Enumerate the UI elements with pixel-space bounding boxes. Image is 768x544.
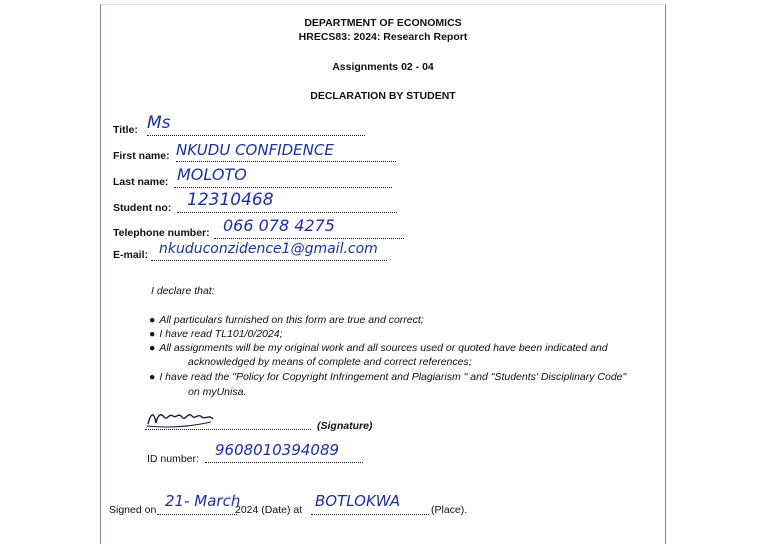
date-value: 21- March (165, 492, 241, 510)
first-name-line (176, 161, 396, 162)
date-year-label: 2024 (Date) at (235, 504, 303, 516)
declaration-bullet-2 (149, 328, 283, 340)
email-line (151, 260, 387, 261)
id-number-line (205, 462, 363, 463)
declaration-bullet-4 (149, 371, 626, 383)
bullet-icon: ● (149, 314, 156, 326)
last-name-line (174, 187, 392, 188)
last-name-label: Last name: (113, 176, 169, 188)
declaration-bullet-3-continued: acknowledged by means of complete and correct references; (188, 356, 472, 368)
bullet-icon: ● (149, 371, 156, 383)
title-label: Title: (113, 124, 138, 136)
course-heading: HRECS83: 2024: Research Report (298, 31, 468, 43)
first-name-label: First name: (113, 150, 170, 162)
declaration-bullet-3 (149, 342, 608, 354)
signed-on-label: Signed on (109, 504, 157, 516)
handwritten-signature (145, 408, 217, 430)
telephone-value: 066 078 4275 (223, 216, 335, 235)
title-value: Ms (147, 113, 171, 133)
bullet-text: I have read TL101/0/2024; (159, 328, 283, 340)
id-number-value: 9608010394089 (215, 441, 340, 459)
email-label: E-mail: (113, 249, 149, 261)
student-no-label: Student no: (113, 202, 172, 214)
email-value: nkuduconzidence1@gmail.com (159, 241, 378, 257)
bullet-icon: ● (149, 342, 156, 354)
last-name-value: MOLOTO (177, 165, 247, 184)
place-line (311, 514, 429, 515)
bullet-text: I have read the "Policy for Copyright Infringement and Plagiarism " and "Students' Disciplinary Code" (159, 371, 627, 383)
bullet-text: All particulars furnished on this form are true and correct; (159, 314, 424, 326)
date-line (157, 514, 237, 515)
telephone-label: Telephone number: (113, 227, 210, 239)
bullet-icon: ● (149, 328, 156, 340)
declaration-bullet-4-continued: on myUnisa. (188, 386, 247, 398)
declaration-form (100, 4, 666, 544)
telephone-line (214, 238, 404, 239)
student-no-value: 12310468 (187, 190, 274, 210)
first-name-value: NKUDU CONFIDENCE (176, 141, 334, 159)
assignments-heading: Assignments 02 - 04 (332, 61, 434, 73)
title-line (147, 135, 365, 136)
signature-label: (Signature) (317, 420, 373, 432)
declaration-intro: I declare that: (151, 285, 215, 297)
signature-line (145, 429, 311, 430)
department-heading: DEPARTMENT OF ECONOMICS (304, 17, 462, 29)
place-label: (Place). (431, 504, 468, 516)
declaration-title: DECLARATION BY STUDENT (310, 90, 456, 102)
student-no-line (177, 212, 397, 213)
id-number-label: ID number: (147, 453, 199, 465)
place-value: BOTLOKWA (315, 492, 401, 510)
bullet-text: All assignments will be my original work and all sources used or quoted have been indicated and (159, 342, 608, 354)
declaration-bullet-1 (149, 314, 424, 326)
